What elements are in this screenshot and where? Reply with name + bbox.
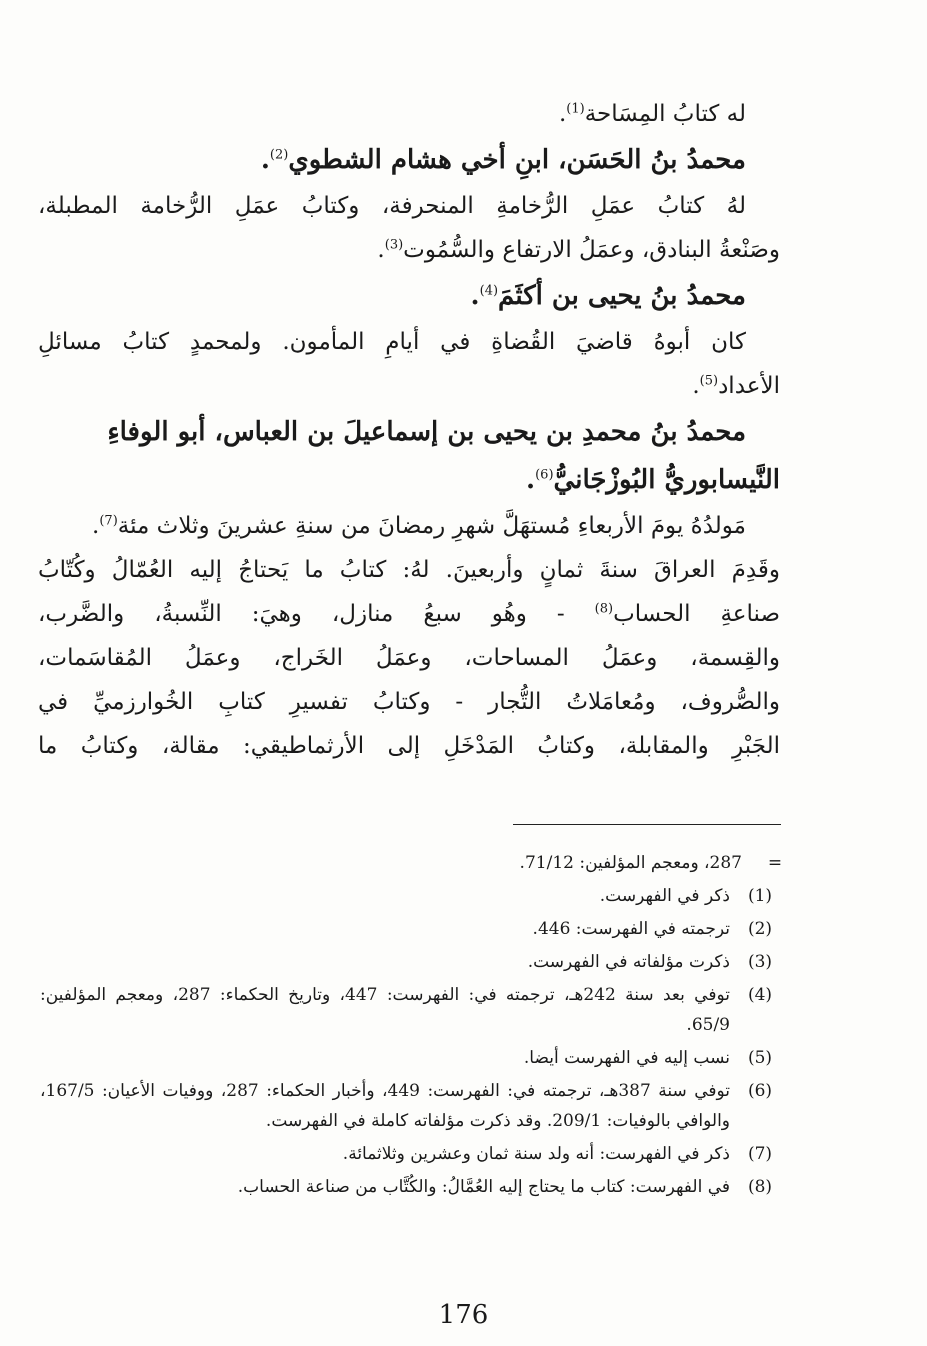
main-text [38, 92, 780, 768]
entry-heading: محمدُ بنُ الحَسَن، ابنِ أخي هشام الشطوي$^{(2)}$. [260, 145, 746, 175]
page-number: 176 [438, 1300, 489, 1330]
footnote-item [40, 914, 790, 944]
footnote-ref: (7) [99, 513, 118, 529]
footnote-item [40, 947, 790, 977]
footnote-number: (4) [747, 985, 773, 1005]
text-line: كان أبوهُ قاضيَ القُضاةِ في أيامِ المأمون. ولمحمدٍ كتابُ مسائلِ [38, 329, 746, 355]
footnote-text: في الفهرست: كتاب ما يحتاج إليه العُمَّالُ: والكُتَّاب من صناعة الحساب. [237, 1177, 730, 1197]
footnote-ref: (3) [384, 237, 404, 253]
footnote-item [40, 1139, 790, 1169]
text-line: والصُّروف، ومُعامَلاتُ التُّجار - وكتابُ تفسيرِ كتابِ الخُوارزميِّ في [38, 689, 780, 715]
footnote-item [40, 980, 790, 1040]
footnote-ref: (5) [699, 373, 719, 389]
footnotes [40, 848, 790, 1202]
footnote-text: ذكرت مؤلفاته في الفهرست. [527, 952, 730, 972]
text-line: والقِسمة، وعمَلُ المساحات، وعمَلُ الخَراج، وعمَلُ المُقاسَمات، [38, 645, 780, 671]
footnote-continuation [40, 848, 790, 878]
footnote-number: (8) [747, 1177, 773, 1197]
footnote-number: (2) [747, 919, 773, 939]
footnote-ref: (4) [479, 283, 499, 299]
footnote-ref: (2) [269, 147, 289, 163]
footnote-item [40, 1172, 790, 1202]
footnote-separator [513, 824, 781, 825]
footnote-number: (1) [747, 886, 773, 906]
text-line: الأعداد$^{(5)}$. [692, 373, 780, 399]
footnote-item [40, 1076, 790, 1136]
footnote-number: (5) [747, 1048, 773, 1068]
text-line: صناعةِ الحساب$^{(8)}$ - وهُو سبعُ منازل، وهيَ: النِّسبةُ، والضَّرب، [38, 601, 780, 627]
footnote-ref: (8) [594, 601, 614, 617]
footnote-item [40, 1043, 790, 1073]
footnote-text: توفي بعد سنة 242هـ، ترجمته في: الفهرست: 447، وتاريخ الحكماء: 287، ومعجم المؤلفين: 65/9. [40, 985, 730, 1035]
footnote-text: توفي سنة 387هـ، ترجمته في: الفهرست: 449، وأخبار الحكماء: 287، ووفيات الأعيان: 167/5، والوافي بالوفيات: 209/1. وقد ذكرت مؤلفاته كاملة في الفهرست. [40, 1081, 730, 1131]
entry-heading: محمدُ بنُ يحيى بن أكثَمَ$^{(4)}$. [470, 281, 746, 311]
text-line: مَولدُهُ يومَ الأربعاءِ مُستهَلَّ شهرِ رمضانَ من سنةِ عشرينَ وثلاث مئة$^{(7)}$. [92, 513, 746, 539]
footnote-ref: (6) [535, 467, 554, 483]
footnote-text: ذكر في الفهرست: أنه ولد سنة ثمان وعشرين وثلاثمائة. [342, 1144, 730, 1164]
footnote-ref: (1) [566, 101, 585, 117]
text-line: له كتابُ المِسَاحة$^{(1)}$. [558, 101, 746, 127]
footnote-text: ذكر في الفهرست. [599, 886, 730, 906]
continuation-marker: = [767, 853, 783, 873]
entry-heading: النَّيسابوريُّ البُوزْجَانيُّ$^{(6)}$. [526, 465, 780, 495]
text-line: لهُ كتابُ عمَلِ الرُّخامةِ المنحرفة، وكتابُ عمَلِ الرُّخامة المطبلة، [38, 193, 746, 219]
footnote-number: (6) [747, 1081, 773, 1101]
footnote-item [40, 881, 790, 911]
text-line: وصَنْعةُ البنادق، وعمَلُ الارتفاع والسُّمُوت$^{(3)}$. [377, 237, 780, 263]
text-line: وقَدِمَ العراقَ سنةَ ثمانٍ وأربعينَ. لهُ: كتابُ ما يَحتاجُ إليه العُمّالُ وكُتّابُ [38, 557, 780, 583]
footnote-number: (7) [747, 1144, 773, 1164]
footnote-number: (3) [747, 952, 773, 972]
entry-heading: محمدُ بنُ محمدِ بن يحيى بن إسماعيلَ بن العباس، أبو الوفاءِ [107, 417, 746, 447]
footnote-text: ترجمته في الفهرست: 446. [532, 919, 730, 939]
text-line: الجَبْرِ والمقابلة، وكتابُ المَدْخَلِ إلى الأرثماطيقي: مقالة، وكتابُ ما [38, 733, 780, 759]
footnote-text: نسب إليه في الفهرست أيضا. [523, 1048, 730, 1068]
continuation-text: 287، ومعجم المؤلفين: 71/12. [519, 853, 742, 873]
